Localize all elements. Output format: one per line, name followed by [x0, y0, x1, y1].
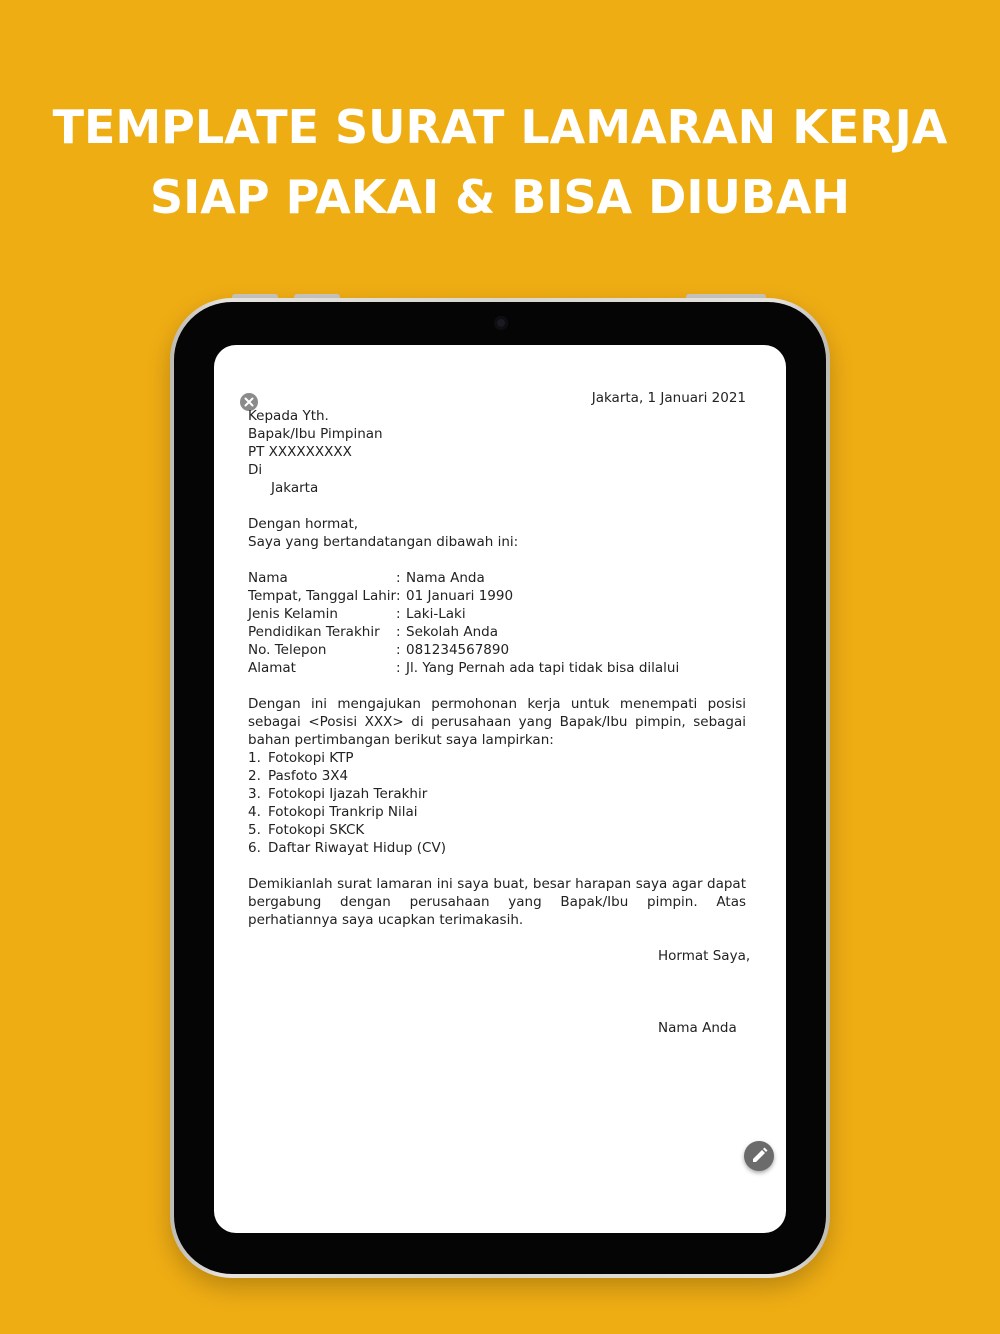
- attachment-text: Pasfoto 3X4: [268, 768, 349, 784]
- attachment-item: [248, 767, 348, 785]
- attachment-number: 6.: [248, 840, 261, 856]
- detail-value: Jl. Yang Pernah ada tapi tidak bisa dilalui: [406, 660, 680, 676]
- attachment-number: 4.: [248, 804, 261, 820]
- detail-label: No. Telepon: [248, 642, 327, 658]
- tablet-bezel: [174, 302, 826, 1274]
- recipient-city: Jakarta: [271, 480, 319, 496]
- signature-name: Nama Anda: [658, 1020, 737, 1036]
- recipient-line: PT XXXXXXXXX: [248, 444, 352, 460]
- attachment-number: 2.: [248, 768, 261, 784]
- headline-line-1: TEMPLATE SURAT LAMARAN KERJA: [52, 100, 948, 154]
- detail-separator: :: [396, 588, 401, 604]
- attachment-item: [248, 785, 427, 803]
- attachment-text: Fotokopi Ijazah Terakhir: [268, 786, 428, 802]
- detail-value: 081234567890: [406, 642, 510, 658]
- closing-paragraph: Demikianlah surat lamaran ini saya buat, besar harapan saya agar dapat bergabung dengan perusahaan yang Bapak/Ibu pimpin. Atas perhatiannya saya ucapkan terimakasih.: [248, 876, 746, 928]
- recipient-line: Bapak/Ibu Pimpinan: [248, 426, 383, 442]
- attachment-text: Fotokopi Trankrip Nilai: [268, 804, 418, 820]
- camera-icon: [494, 316, 508, 330]
- attachment-number: 1.: [248, 750, 261, 766]
- recipient-line: Kepada Yth.: [248, 408, 329, 424]
- detail-separator: :: [396, 624, 401, 640]
- attachment-item: [248, 749, 354, 767]
- detail-label: Jenis Kelamin: [248, 606, 338, 622]
- tablet-device: [170, 298, 830, 1278]
- signoff: Hormat Saya,: [658, 948, 751, 964]
- attachment-item: [248, 821, 364, 839]
- headline-line-2: SIAP PAKAI & BISA DIUBAH: [150, 170, 850, 224]
- attachment-item: [248, 839, 446, 857]
- attachment-text: Fotokopi KTP: [268, 750, 354, 766]
- body-paragraph: Dengan ini mengajukan permohonan kerja untuk menempati posisi sebagai <Posisi XXX> di perusahaan yang Bapak/Ibu pimpin, sebagai bahan pertimbangan berikut saya lampirkan:: [248, 696, 746, 748]
- letter-date: Jakarta, 1 Januari 2021: [591, 390, 746, 406]
- attachment-text: Daftar Riwayat Hidup (CV): [268, 840, 446, 856]
- detail-separator: :: [396, 642, 401, 658]
- detail-label: Nama: [248, 570, 288, 586]
- attachment-text: Fotokopi SKCK: [268, 822, 365, 838]
- detail-label: Alamat: [248, 660, 296, 676]
- attachment-number: 3.: [248, 786, 261, 802]
- tablet-screen: [214, 345, 786, 1233]
- detail-separator: :: [396, 660, 401, 676]
- attachment-number: 5.: [248, 822, 261, 838]
- detail-separator: :: [396, 570, 401, 586]
- detail-label: Tempat, Tanggal Lahir: [248, 588, 397, 604]
- detail-value: Sekolah Anda: [406, 624, 498, 640]
- recipient-line: Di: [248, 462, 263, 478]
- detail-value: Nama Anda: [406, 570, 485, 586]
- pencil-icon[interactable]: [744, 1141, 774, 1171]
- attachment-item: [248, 803, 418, 821]
- detail-label: Pendidikan Terakhir: [248, 624, 380, 640]
- detail-separator: :: [396, 606, 401, 622]
- detail-value: 01 Januari 1990: [406, 588, 514, 604]
- greeting: Dengan hormat,: [248, 516, 359, 532]
- detail-value: Laki-Laki: [406, 606, 466, 622]
- intro-text: Saya yang bertandatangan dibawah ini:: [248, 534, 519, 550]
